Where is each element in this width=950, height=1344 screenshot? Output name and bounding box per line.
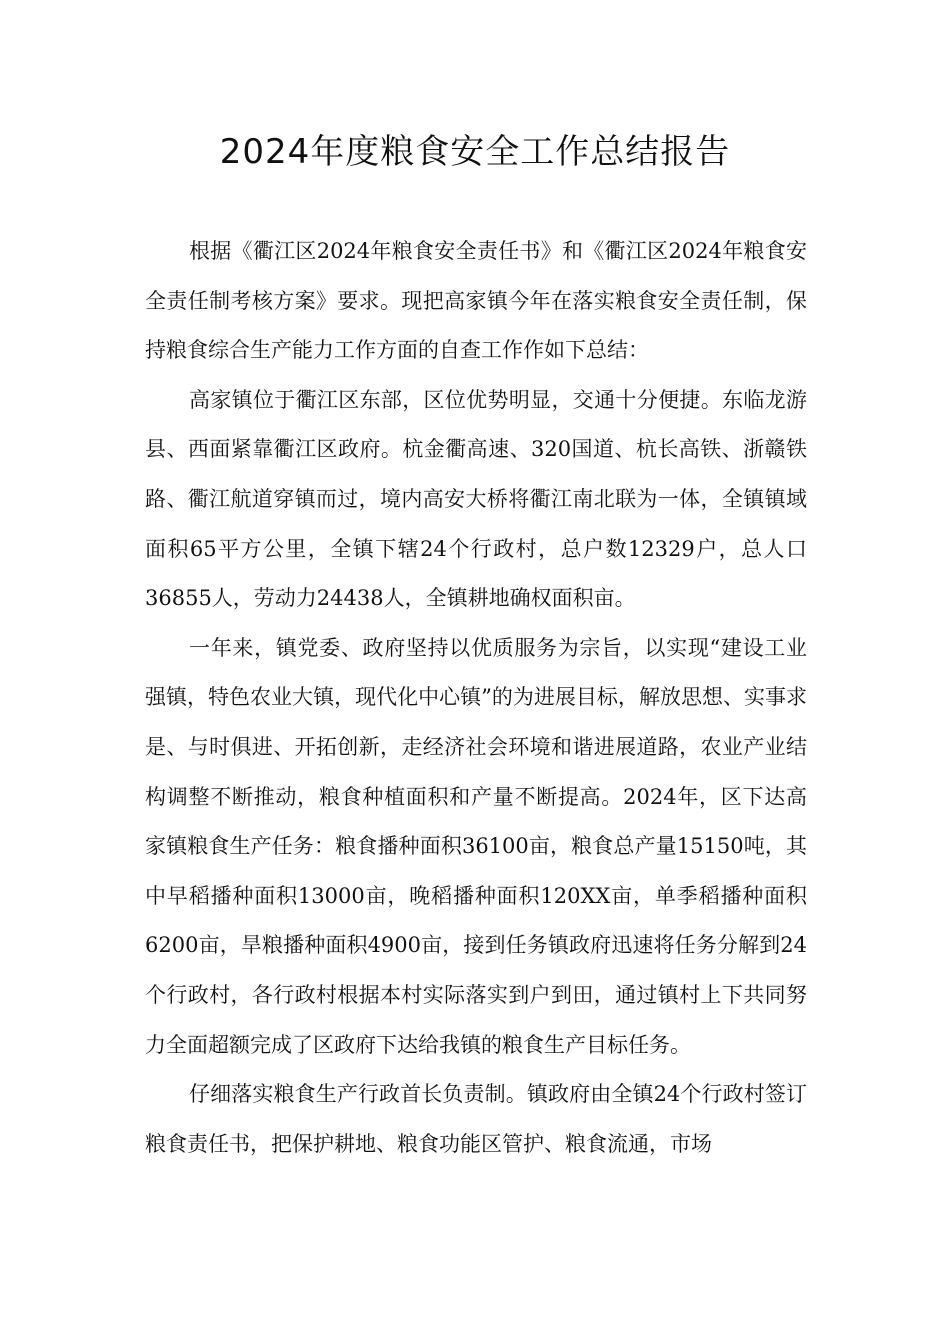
paragraph-annual-work: 一年来，镇党委、政府坚持以优质服务为宗旨，以实现“建设工业强镇，特色农业大镇，现代化中心镇”的为进展目标，解放思想、实事求是、与时俱进、开拓创新，走经济社会环境和谐进展道路，农业产业结构调整不断推动，粮食种植面积和产量不断提高。2024年，区下达高家镇粮食生产任务：粮食播种面积36100亩，粮食总产量15150吨，其中早稻播种面积13000亩，晚稻播种面积120XX亩，单季稻播种面积6200亩，旱粮播种面积4900亩，接到任务镇政府迅速将任务分解到24个行政村，各行政村根据本村实际落实到户到田，通过镇村上下共同努力全面超额完成了区政府下达给我镇的粮食生产目标任务。 [145,635,807,1057]
paragraph-location: 高家镇位于衢江区东部，区位优势明显，交通十分便捷。东临龙游县、西面紧靠衢江区政府。杭金衢高速、320国道、杭长高铁、浙赣铁路、衢江航道穿镇而过，境内高安大桥将衢江南北联为一体，全镇镇域面积65平方公里，全镇下辖24个行政村，总户数12329户，总人口36855人，劳动力24438人，全镇耕地确权面积亩。 [145,387,807,611]
paragraph-responsibility: 仔细落实粮食生产行政首长负责制。镇政府由全镇24个行政村签订粮食责任书，把保护耕地、粮食功能区管护、粮食流通，市场 [145,1082,807,1156]
document-body [145,227,807,1169]
document-title: 2024年度粮食安全工作总结报告 [219,132,731,172]
paragraph-intro: 根据《衢江区2024年粮食安全责任书》和《衢江区2024年粮食安全责任制考核方案》要求。现把高家镇今年在落实粮食安全责任制，保持粮食综合生产能力工作方面的自查工作作如下总结： [145,239,807,363]
